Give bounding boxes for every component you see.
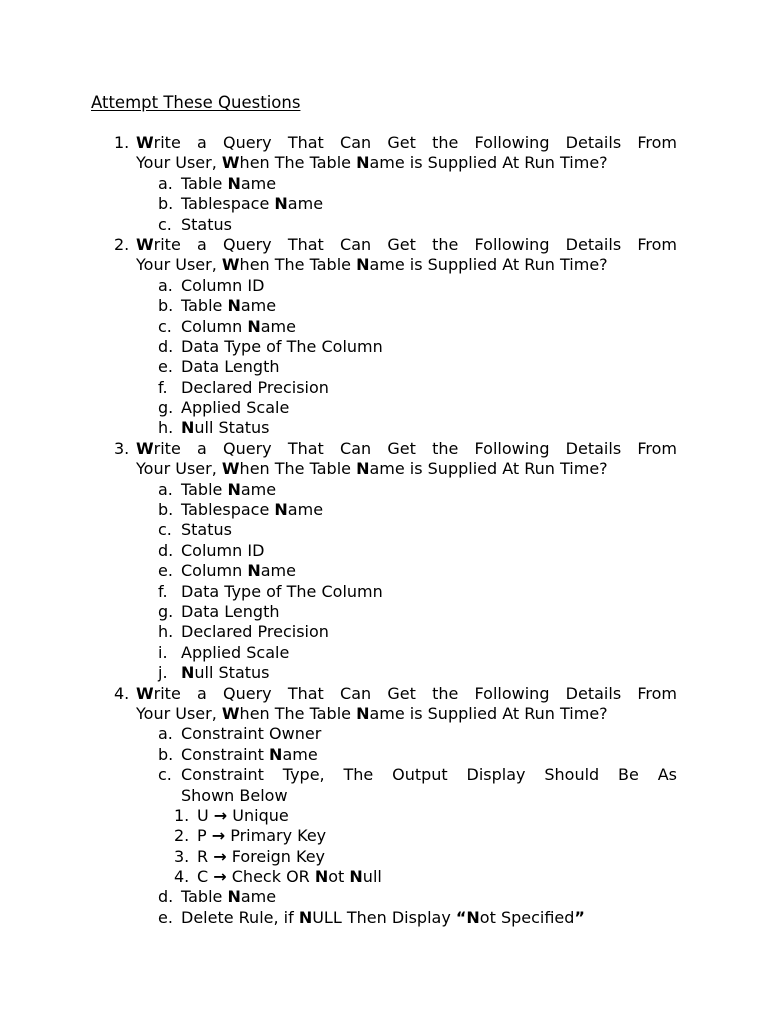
sub-item-text: U → Unique — [197, 805, 289, 825]
question-continuation — [0, 255, 768, 275]
question-text: Your User, When The Table Name is Supplied At Run Time? — [136, 153, 608, 173]
item-letter: e. — [158, 907, 173, 927]
list-item — [0, 663, 768, 683]
question-text: Your User, When The Table Name is Supplied At Run Time? — [136, 255, 608, 275]
sub-list-item — [0, 826, 768, 846]
list-item — [0, 541, 768, 561]
list-item — [0, 520, 768, 540]
list-item-continuation — [0, 786, 768, 806]
item-letter: b. — [158, 194, 174, 214]
item-text: Shown Below — [181, 785, 288, 805]
list-item — [0, 480, 768, 500]
sub-list-item — [0, 806, 768, 826]
list-item — [0, 602, 768, 622]
sub-item-number: 2. — [174, 826, 190, 846]
question-text: Write a Query That Can Get the Following Details From — [136, 133, 677, 152]
item-letter: b. — [158, 744, 174, 764]
item-letter: d. — [158, 540, 174, 560]
item-letter: a. — [158, 724, 173, 744]
item-letter: g. — [158, 398, 174, 418]
question-text: Write a Query That Can Get the Following Details From — [136, 438, 677, 458]
item-text: Data Length — [181, 601, 280, 621]
list-item — [0, 357, 768, 377]
item-text: Tablespace Name — [181, 500, 324, 520]
list-item — [0, 276, 768, 296]
item-letter: e. — [158, 357, 173, 377]
item-text: Table Name — [181, 173, 277, 193]
item-letter: f. — [158, 581, 168, 601]
item-text: Delete Rule, if NULL Then Display “Not Specified” — [181, 907, 585, 927]
list-item — [0, 724, 768, 744]
item-text: Column ID — [181, 275, 265, 295]
question-continuation — [0, 459, 768, 479]
sub-item-text: P → Primary Key — [197, 826, 327, 846]
item-letter: b. — [158, 296, 174, 316]
question-4 — [0, 684, 768, 704]
item-text: Data Length — [181, 357, 280, 377]
list-item — [0, 887, 768, 907]
item-text: Table Name — [181, 296, 277, 316]
item-text: Constraint Name — [181, 744, 318, 764]
question-2 — [0, 235, 768, 255]
sub-list-item — [0, 847, 768, 867]
item-text: Applied Scale — [181, 398, 290, 418]
sub-item-text: C → Check OR Not Null — [197, 867, 382, 887]
item-text: Column Name — [181, 561, 296, 581]
question-continuation — [0, 153, 768, 173]
question-continuation — [0, 704, 768, 724]
sub-item-number: 3. — [174, 846, 190, 866]
list-item — [0, 745, 768, 765]
item-letter: j. — [158, 663, 168, 683]
list-item — [0, 296, 768, 316]
item-letter: c. — [158, 214, 172, 234]
item-letter: c. — [158, 520, 172, 540]
list-item — [0, 215, 768, 235]
item-letter: c. — [158, 765, 172, 785]
item-text: Null Status — [181, 418, 270, 438]
item-text: Column ID — [181, 540, 265, 560]
question-number: 4. — [114, 683, 130, 703]
question-text: Write a Query That Can Get the Following Details From — [136, 234, 677, 254]
item-text: Applied Scale — [181, 642, 290, 662]
list-item — [0, 378, 768, 398]
question-list — [0, 133, 768, 928]
list-item — [0, 643, 768, 663]
item-letter: g. — [158, 601, 174, 621]
item-letter: a. — [158, 173, 173, 193]
list-item — [0, 398, 768, 418]
page-heading: Attempt These Questions — [91, 93, 301, 112]
item-letter: a. — [158, 479, 173, 499]
list-item — [0, 561, 768, 581]
item-text: Constraint Owner — [181, 724, 322, 744]
sub-item-number: 1. — [174, 805, 190, 825]
question-3 — [0, 439, 768, 459]
question-text: Your User, When The Table Name is Supplied At Run Time? — [136, 703, 608, 723]
list-item — [0, 765, 768, 785]
item-text: Table Name — [181, 479, 277, 499]
item-text: Status — [181, 520, 232, 540]
item-letter: d. — [158, 336, 174, 356]
item-text: Constraint Type, The Output Display Should Be As — [181, 765, 677, 785]
item-text: Data Type of The Column — [181, 336, 383, 356]
item-text: Column Name — [181, 316, 296, 336]
list-item — [0, 174, 768, 194]
question-number: 3. — [114, 438, 130, 458]
item-text: Data Type of The Column — [181, 581, 383, 601]
list-item — [0, 418, 768, 438]
list-item — [0, 582, 768, 602]
item-text: Table Name — [181, 887, 277, 907]
item-letter: e. — [158, 561, 173, 581]
item-letter: h. — [158, 418, 174, 438]
sub-list-item — [0, 867, 768, 887]
item-text: Null Status — [181, 663, 270, 683]
question-text: Write a Query That Can Get the Following Details From — [136, 683, 677, 703]
item-text: Status — [181, 214, 232, 234]
item-letter: d. — [158, 887, 174, 907]
question-number: 2. — [114, 234, 130, 254]
item-letter: b. — [158, 500, 174, 520]
list-item — [0, 317, 768, 337]
item-letter: f. — [158, 377, 168, 397]
item-letter: i. — [158, 642, 168, 662]
question-1 — [0, 133, 768, 153]
item-text: Declared Precision — [181, 622, 329, 642]
item-text: Tablespace Name — [181, 194, 324, 214]
item-letter: c. — [158, 316, 172, 336]
item-letter: a. — [158, 275, 173, 295]
question-text: Your User, When The Table Name is Supplied At Run Time? — [136, 459, 608, 479]
item-text: Declared Precision — [181, 377, 329, 397]
list-item — [0, 194, 768, 214]
sub-item-number: 4. — [174, 867, 190, 887]
list-item — [0, 908, 768, 928]
sub-item-text: R → Foreign Key — [197, 846, 326, 866]
list-item — [0, 622, 768, 642]
question-number: 1. — [114, 133, 130, 152]
list-item — [0, 337, 768, 357]
list-item — [0, 500, 768, 520]
item-letter: h. — [158, 622, 174, 642]
